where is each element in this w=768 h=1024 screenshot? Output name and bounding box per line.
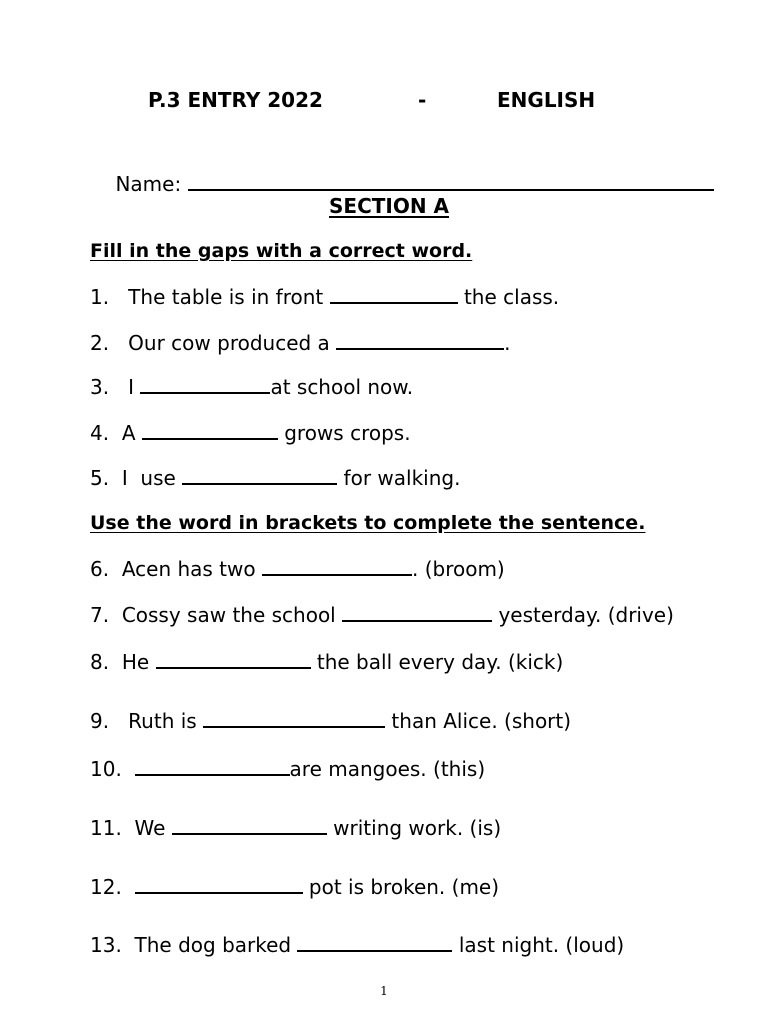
section-title: SECTION A [329, 194, 450, 218]
question-3: 3. I at school now. [90, 375, 414, 399]
answer-blank[interactable] [203, 708, 385, 728]
exam-title: P.3 ENTRY 2022 [148, 88, 323, 112]
answer-blank[interactable] [182, 465, 337, 485]
answer-blank[interactable] [342, 602, 492, 622]
answer-blank[interactable] [297, 932, 452, 952]
page-number: 1 [380, 984, 388, 998]
question-1: 1. The table is in front the class. [90, 285, 560, 309]
question-7: 7. Cossy saw the school yesterday. (drive) [90, 603, 674, 627]
question-2: 2. Our cow produced a . [90, 331, 511, 355]
header-dash: - [418, 88, 427, 112]
question-8: 8. He the ball every day. (kick) [90, 650, 564, 674]
question-10: 10. are mangoes. (this) [90, 757, 486, 781]
answer-blank[interactable] [135, 874, 303, 894]
answer-blank[interactable] [135, 756, 290, 776]
instruction-use-brackets: Use the word in brackets to complete the sentence. [90, 512, 646, 534]
subject-title: ENGLISH [497, 88, 596, 112]
answer-blank[interactable] [330, 284, 458, 304]
question-13: 13. The dog barked last night. (loud) [90, 933, 625, 957]
question-9: 9. Ruth is than Alice. (short) [90, 709, 572, 733]
question-11: 11. We writing work. (is) [90, 816, 502, 840]
question-12: 12. pot is broken. (me) [90, 875, 500, 899]
question-6: 6. Acen has two . (broom) [90, 557, 505, 581]
name-blank[interactable] [188, 171, 714, 191]
answer-blank[interactable] [140, 374, 270, 394]
question-4: 4. A grows crops. [90, 421, 411, 445]
answer-blank[interactable] [262, 556, 412, 576]
answer-blank[interactable] [172, 815, 327, 835]
answer-blank[interactable] [336, 330, 504, 350]
answer-blank[interactable] [142, 420, 278, 440]
instruction-fill-gaps: Fill in the gaps with a correct word. [90, 240, 473, 262]
name-label: Name: [115, 172, 182, 196]
question-5: 5. I use for walking. [90, 466, 461, 490]
answer-blank[interactable] [156, 649, 311, 669]
